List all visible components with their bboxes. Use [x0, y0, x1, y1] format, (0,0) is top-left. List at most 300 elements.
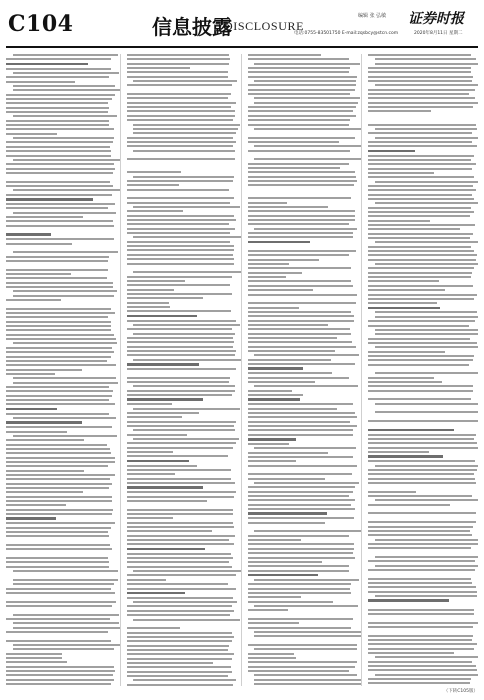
- text-line: [368, 307, 440, 310]
- text-line: [368, 582, 472, 584]
- text-line: [127, 377, 230, 379]
- text-line: [368, 661, 472, 663]
- text-line: [375, 241, 478, 243]
- text-line: [248, 246, 358, 248]
- text-line: [368, 609, 474, 611]
- text-line: [368, 124, 476, 126]
- text-line: [127, 662, 213, 664]
- section-title-chinese: 信息披露: [152, 15, 232, 39]
- text-line: [6, 325, 111, 327]
- text-line: [375, 465, 478, 467]
- text-line: [375, 333, 478, 335]
- article-body: [6, 54, 478, 686]
- text-line: [254, 447, 356, 449]
- text-line: [248, 206, 329, 208]
- text-line: [368, 215, 470, 217]
- text-line: [248, 259, 319, 261]
- text-line: [127, 67, 190, 69]
- text-line: [6, 277, 107, 279]
- text-line: [127, 640, 232, 642]
- text-line: [127, 421, 236, 423]
- text-line: [127, 245, 235, 247]
- text-line: [13, 342, 118, 344]
- text-line: [133, 150, 235, 152]
- text-line: [133, 619, 239, 621]
- text-line: [6, 321, 111, 323]
- text-line: [127, 553, 232, 555]
- text-line: [127, 202, 231, 204]
- text-line: [248, 289, 313, 291]
- text-line: [6, 670, 115, 672]
- text-line: [368, 630, 478, 632]
- text-line: [368, 473, 474, 475]
- text-line: [6, 225, 114, 227]
- text-line: [375, 181, 478, 183]
- text-line: [127, 539, 230, 541]
- text-line: [6, 674, 113, 676]
- text-line: [368, 302, 437, 304]
- text-line: [368, 491, 416, 493]
- text-line: [127, 249, 234, 251]
- text-line: [133, 236, 241, 238]
- text-line: [6, 540, 116, 542]
- text-line: [13, 290, 117, 292]
- text-line: [6, 653, 62, 655]
- text-line: [6, 312, 115, 314]
- text-line: [13, 435, 117, 437]
- text-line: [127, 455, 229, 457]
- text-line: [127, 447, 234, 449]
- text-line: [127, 592, 185, 595]
- text-line: [127, 451, 173, 453]
- text-line: [368, 211, 474, 213]
- text-line: [254, 63, 360, 65]
- text-line: [368, 155, 473, 157]
- text-line: [368, 71, 471, 73]
- text-line: [254, 530, 361, 532]
- text-line: [248, 517, 355, 519]
- text-line: [368, 97, 474, 99]
- text-line: [368, 495, 472, 497]
- text-line: [248, 535, 350, 537]
- text-line: [248, 596, 302, 598]
- text-line: [248, 67, 350, 69]
- text-line: [368, 233, 473, 235]
- text-line: [368, 682, 470, 684]
- text-line: [13, 189, 121, 191]
- text-line: [375, 595, 477, 597]
- text-line: [6, 269, 108, 271]
- text-line: [133, 408, 240, 410]
- text-line: [368, 207, 470, 209]
- text-line: [6, 609, 116, 611]
- text-line: [6, 216, 83, 218]
- text-line: [6, 146, 110, 148]
- text-line: [127, 306, 171, 308]
- text-line: [13, 627, 120, 629]
- text-line: [6, 299, 61, 301]
- text-line: [254, 128, 361, 130]
- text-line: [368, 438, 474, 440]
- text-line: [248, 324, 329, 326]
- text-line: [6, 452, 111, 454]
- text-column-4: [368, 54, 478, 686]
- text-line: [248, 452, 329, 454]
- text-line: [127, 649, 228, 651]
- text-line: [368, 351, 444, 353]
- text-line: [248, 302, 357, 304]
- text-line: [368, 512, 476, 514]
- text-line: [6, 531, 108, 533]
- text-line: [127, 504, 237, 506]
- text-line: [6, 601, 116, 603]
- text-line: [248, 285, 354, 287]
- text-line: [127, 163, 237, 165]
- text-line: [248, 508, 356, 510]
- text-line: [375, 202, 478, 204]
- text-line: [6, 592, 115, 594]
- text-line: [248, 132, 358, 134]
- text-line: [248, 394, 304, 396]
- text-line: [6, 535, 109, 537]
- text-line: [127, 297, 203, 299]
- text-line: [13, 570, 118, 572]
- text-line: [368, 591, 477, 593]
- text-line: [368, 599, 449, 602]
- text-line: [248, 115, 357, 117]
- text-line: [368, 320, 475, 322]
- text-line: [13, 89, 121, 91]
- text-line: [368, 338, 470, 340]
- text-line: [127, 280, 185, 282]
- text-line: [248, 176, 356, 178]
- text-line: [375, 84, 478, 86]
- text-line: [248, 512, 327, 515]
- text-line: [127, 653, 234, 655]
- text-line: [127, 469, 232, 471]
- text-line: [127, 180, 233, 182]
- text-line: [368, 613, 474, 615]
- text-line: [248, 58, 350, 60]
- text-line: [248, 337, 338, 339]
- text-line: [6, 181, 110, 183]
- text-line: [368, 250, 474, 252]
- text-line: [248, 76, 357, 78]
- text-line: [13, 295, 115, 297]
- section-title-english: DISCLOSURE: [224, 19, 305, 33]
- text-line: [248, 657, 297, 659]
- text-line: [127, 158, 236, 160]
- text-line: [248, 640, 358, 642]
- text-line: [127, 276, 232, 278]
- text-line: [368, 159, 471, 161]
- text-line: [127, 372, 237, 374]
- text-line: [375, 316, 478, 318]
- text-line: [368, 569, 474, 571]
- text-line: [6, 487, 109, 489]
- text-line: [6, 233, 51, 236]
- text-line: [6, 548, 112, 550]
- text-line: [127, 509, 233, 511]
- text-line: [375, 346, 478, 348]
- text-line: [248, 614, 358, 616]
- text-line: [248, 167, 340, 169]
- text-line: [368, 398, 471, 400]
- text-line: [127, 557, 233, 559]
- text-line: [368, 294, 477, 296]
- text-line: [248, 272, 303, 274]
- text-line: [248, 412, 356, 414]
- newspaper-logo: 证券时报: [408, 11, 464, 27]
- text-line: [375, 63, 478, 65]
- text-line: [248, 171, 355, 173]
- text-line: [127, 425, 235, 427]
- text-line: [13, 614, 119, 616]
- text-line: [368, 517, 478, 519]
- text-line: [248, 504, 351, 506]
- text-line: [368, 543, 477, 545]
- text-line: [6, 120, 109, 122]
- text-line: [6, 513, 112, 515]
- text-line: [6, 207, 108, 209]
- text-line: [6, 557, 108, 559]
- text-line: [368, 189, 476, 191]
- text-line: [248, 106, 357, 108]
- text-line: [368, 381, 441, 383]
- text-line: [127, 636, 234, 638]
- text-line: [133, 132, 236, 134]
- text-line: [6, 605, 112, 607]
- text-line: [248, 189, 358, 191]
- text-line: [368, 224, 475, 226]
- text-line: [6, 360, 107, 362]
- text-line: [248, 311, 351, 313]
- text-line: [368, 626, 473, 628]
- text-line: [6, 661, 67, 663]
- text-line: [127, 197, 234, 199]
- text-line: [127, 223, 230, 225]
- text-line: [375, 329, 478, 331]
- text-line: [368, 560, 475, 562]
- text-line: [248, 315, 354, 317]
- text-line: [133, 359, 241, 361]
- text-line: [127, 610, 234, 612]
- text-line: [127, 381, 229, 383]
- text-line: [133, 271, 241, 273]
- text-line: [127, 154, 237, 156]
- text-line: [368, 198, 473, 200]
- text-line: [6, 408, 57, 411]
- text-line: [6, 68, 111, 70]
- text-line: [6, 220, 113, 222]
- text-line: [6, 470, 84, 472]
- text-line: [13, 644, 121, 646]
- text-line: [368, 665, 476, 667]
- text-line: [127, 566, 232, 568]
- text-line: [127, 597, 233, 599]
- text-line: [368, 298, 474, 300]
- text-line: [127, 241, 231, 243]
- text-line: [127, 658, 233, 660]
- text-line: [6, 426, 112, 428]
- text-line: [248, 666, 356, 668]
- text-line: [375, 556, 478, 558]
- text-line: [248, 456, 353, 458]
- text-line: [6, 465, 108, 467]
- text-line: [127, 310, 231, 312]
- text-line: [6, 444, 107, 446]
- text-line: [127, 63, 230, 65]
- text-line: [6, 640, 111, 642]
- text-line: [375, 137, 478, 139]
- text-line: [248, 499, 356, 501]
- text-line: [375, 411, 478, 413]
- text-line: [127, 548, 205, 551]
- text-line: [6, 243, 72, 245]
- text-line: [254, 354, 359, 356]
- text-line: [6, 338, 116, 340]
- text-line: [375, 565, 478, 567]
- text-line: [6, 203, 115, 205]
- text-line: [127, 491, 236, 493]
- text-line: [375, 499, 478, 501]
- text-line: [127, 460, 189, 463]
- text-line: [368, 424, 478, 426]
- text-line: [254, 482, 359, 484]
- text-line: [127, 167, 237, 169]
- text-line: [127, 574, 237, 576]
- text-line: [248, 232, 354, 234]
- text-line: [127, 500, 207, 502]
- text-line: [133, 438, 239, 440]
- text-line: [127, 171, 182, 173]
- text-line: [127, 189, 229, 191]
- text-line: [368, 89, 475, 91]
- text-line: [13, 251, 118, 253]
- text-line: [254, 145, 362, 147]
- text-line: [368, 678, 470, 680]
- text-line: [368, 669, 477, 671]
- text-line: [127, 583, 228, 585]
- text-line: [248, 276, 287, 278]
- text-line: [368, 394, 478, 396]
- text-line: [375, 58, 477, 60]
- text-line: [248, 429, 354, 431]
- text-line: [368, 552, 478, 554]
- text-line: [248, 473, 352, 475]
- text-line: [127, 267, 237, 269]
- text-line: [248, 154, 358, 156]
- text-line: [127, 258, 235, 260]
- text-line: [368, 478, 475, 480]
- text-line: [127, 412, 199, 414]
- text-line: [248, 180, 358, 182]
- text-line: [133, 333, 235, 335]
- text-line: [127, 671, 232, 673]
- text-line: [6, 229, 116, 231]
- text-line: [368, 416, 478, 418]
- text-line: [248, 184, 354, 186]
- text-line: [248, 219, 355, 221]
- text-line: [248, 150, 350, 152]
- text-line: [248, 465, 357, 467]
- text-line: [6, 369, 82, 371]
- text-line: [6, 657, 62, 659]
- text-line: [127, 54, 229, 56]
- text-line: [368, 185, 473, 187]
- text-line: [368, 163, 475, 165]
- text-line: [368, 110, 431, 112]
- text-column-1: [6, 54, 121, 686]
- text-line: [6, 399, 109, 401]
- text-line: [13, 54, 119, 56]
- text-line: [13, 583, 115, 585]
- text-line: [127, 315, 197, 318]
- text-line: [6, 176, 116, 178]
- text-line: [368, 285, 473, 287]
- text-line: [248, 119, 351, 121]
- text-line: [6, 439, 84, 441]
- text-line: [13, 212, 116, 214]
- text-line: [248, 644, 357, 646]
- text-line: [248, 583, 352, 585]
- text-line: [375, 372, 478, 374]
- text-line: [127, 346, 234, 348]
- text-line: [368, 355, 474, 357]
- text-line: [368, 377, 433, 379]
- text-line: [6, 596, 116, 598]
- text-line: [6, 150, 111, 152]
- text-line: [127, 486, 203, 489]
- text-line: [127, 76, 228, 78]
- text-line: [127, 645, 229, 647]
- text-line: [368, 150, 414, 153]
- text-line: [254, 228, 357, 230]
- masthead: [6, 6, 478, 48]
- text-line: [375, 128, 477, 130]
- text-line: [127, 398, 203, 401]
- text-line: [127, 632, 232, 634]
- text-line: [368, 639, 472, 641]
- text-line: [248, 548, 355, 550]
- text-line: [248, 359, 332, 361]
- text-line: [127, 561, 229, 563]
- text-line: [6, 107, 109, 109]
- text-line: [6, 395, 112, 397]
- text-line: [248, 421, 351, 423]
- text-line: [248, 197, 351, 199]
- text-line: [6, 527, 111, 529]
- text-line: [368, 622, 478, 624]
- text-line: [375, 311, 477, 313]
- text-line: [248, 491, 353, 493]
- text-column-2: [127, 54, 242, 686]
- text-line: [248, 438, 297, 441]
- text-line: [127, 526, 234, 528]
- text-line: [6, 260, 108, 262]
- text-line: [248, 215, 356, 217]
- text-line: [127, 115, 235, 117]
- text-line: [368, 447, 477, 449]
- text-line: [248, 670, 349, 672]
- text-line: [248, 267, 351, 269]
- text-line: [127, 328, 233, 330]
- text-line: [127, 106, 231, 108]
- text-line: [248, 522, 326, 524]
- text-line: [6, 574, 116, 576]
- text-line: [6, 448, 110, 450]
- text-line: [6, 561, 109, 563]
